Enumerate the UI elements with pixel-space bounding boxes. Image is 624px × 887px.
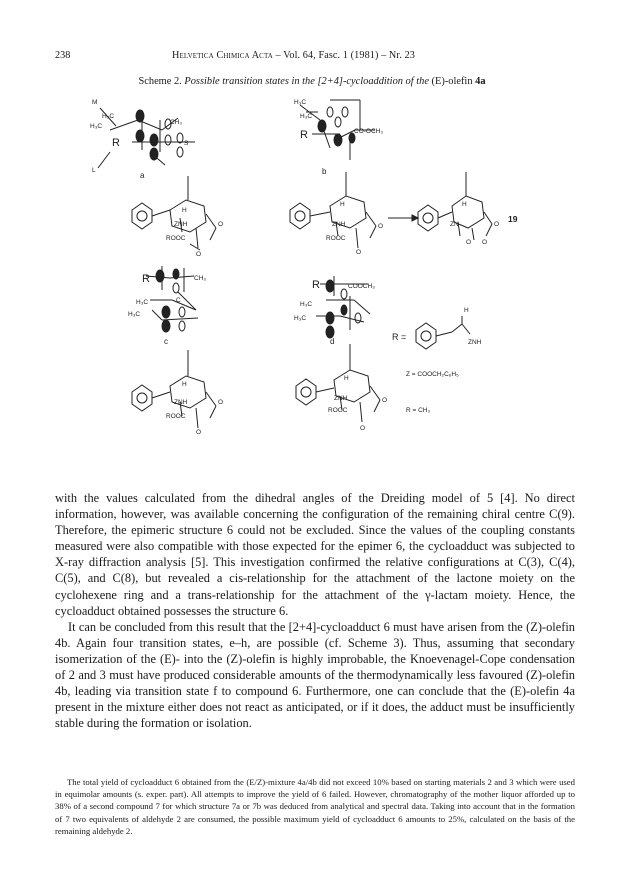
label-L: L — [92, 167, 96, 174]
transition-state-c — [146, 266, 198, 332]
label-o-1a: O — [218, 221, 224, 228]
label-R-a: R — [112, 137, 120, 149]
label-d: d — [330, 337, 335, 346]
label-c-atom: C — [176, 297, 181, 304]
volume-info: – Vol. 64, Fasc. 1 (1981) – Nr. 23 — [275, 50, 415, 61]
label-h-3b: H — [344, 375, 349, 382]
legend-r-equals: R = — [392, 332, 407, 342]
label-h3c-d1: H₃C — [300, 301, 313, 308]
label-rooc-1a: ROOC — [166, 235, 186, 242]
page-number: 238 — [55, 50, 71, 61]
label-h3c-b1: H₃C — [294, 99, 307, 106]
label-o2-3b: O — [360, 425, 366, 432]
label-cooch3-d: COOCH₃ — [348, 283, 375, 290]
label-o-3a: O — [218, 399, 224, 406]
label-h-1a: H — [182, 207, 187, 214]
label-o2-1b: O — [356, 249, 362, 256]
label-h-19: H — [462, 201, 467, 208]
footnote — [55, 776, 575, 837]
label-R-d: R — [312, 279, 320, 291]
label-b: b — [322, 167, 327, 176]
footnote-text: The total yield of cycloadduct 6 obtained from the (E/Z)-mixture 4a/4b did not exceed 10% based on starting materials 2 and 3 which were used in equimolar amounts (s. exper. part). All attempts to improve the yield of 6 failed. However, chromatography of the mother liquor afforded up to 38% of a second compound 7 for which structure 7a or 7b was deduced from analytical and spectral data. Taking into account that in the formation of 7 two equivalents of aldehyde 2 are consumed, the possible maximum yield of cycloadduct 6 amounts to 25%, calculated on the basis of the remaining aldehyde 2. — [55, 777, 575, 836]
label-znh-3a: ZNH — [174, 399, 188, 406]
label-h-1b: H — [340, 201, 345, 208]
label-S: S — [184, 140, 189, 147]
label-o-3b: O — [382, 397, 388, 404]
label-h3c-a1: H₃C — [102, 113, 115, 120]
reaction-arrow — [388, 215, 418, 221]
label-co-och3-b: CO-OCH₃ — [354, 128, 384, 135]
caption-lead: Scheme 2. — [138, 76, 182, 87]
label-rooc-3a: ROOC — [166, 413, 186, 420]
label-h3c-d2: H₃C — [294, 315, 307, 322]
label-znh-1a: ZNH — [174, 221, 188, 228]
label-M: M — [92, 99, 98, 106]
paragraph-2: It can be concluded from this result that the [2+4]-cycloadduct 6 must have arisen from the (Z)-olefin 4b. Again four transition states, e–h, are possible (cf. Scheme 3). Thus, assuming that secondary isomerization of the (E)- into the (Z)-olefin is highly improbable, the Knoevenagel-Cope condensation of 2 and 3 must have produced considerable amounts of the thermodynamically less favoured (Z)-olefin 4b, leading via transition state f to compound 6. Furthermore, one can conclude that the (E)-olefin 4a present in the mixture either does not react as anticipated, or if it does, the adduct must be insufficiently stable during the formation or isolation. — [55, 619, 575, 731]
caption-compound: 4a — [475, 76, 486, 87]
label-zn-19: ZN — [450, 221, 459, 228]
label-c: c — [164, 337, 168, 346]
product-structure-19 — [418, 172, 492, 240]
caption-italic: Possible transition states in the [2+4]-cycloaddition of the — [184, 76, 429, 87]
paragraph-1: with the values calculated from the dihedral angles of the Dreiding model of 5 [4]. No direct information, however, was available concerning the configuration of the remaining chiral centre C(9). Therefore, the epimeric structure 6 could not be excluded. Since the values of the coupling constants measured were also compatible with those expected for the epimer 6, the cycloadduct was subjected to X-ray diffraction analysis [5]. This investigation confirmed the relative configurations at C(3), C(4), C(5), and C(8), but revealed a cis-relationship for the attachment of the lactone moiety on the cyclohexene ring and a trans-relationship for the attachment of the γ-lactam moiety. Hence, the cycloadduct obtained possesses the structure 6. — [55, 491, 575, 618]
label-znh-3b: ZNH — [334, 395, 348, 402]
caption-tail: (E)-olefin — [431, 76, 473, 87]
label-o2-19: O — [466, 239, 472, 246]
label-znh-1b: ZNH — [332, 221, 346, 228]
legend-z-def: Z = COOCH₂C₆H₅ — [406, 371, 459, 378]
label-h-3a: H — [182, 381, 187, 388]
label-ch3-c: CH₃ — [194, 275, 207, 282]
label-o2-1a: O — [196, 251, 202, 258]
label-h3c-b2: H₃C — [300, 113, 313, 120]
label-o-1b: O — [378, 223, 384, 230]
body-text — [55, 490, 575, 731]
label-h-r: H — [464, 307, 469, 314]
label-compound-19: 19 — [508, 214, 518, 224]
journal-name: Helvetica Chimica Acta — [172, 50, 273, 61]
label-h3c-c2: H₃C — [128, 311, 141, 318]
r-substituent-structure — [416, 316, 470, 349]
label-ch3-a: CH₃ — [170, 119, 183, 126]
label-R-b: R — [300, 129, 308, 141]
label-h3c-c1: H₃C — [136, 299, 149, 306]
label-a: a — [140, 171, 145, 180]
label-R-c: R — [142, 273, 150, 285]
label-o-19: O — [494, 221, 500, 228]
label-o2-3a: O — [196, 429, 202, 436]
legend-r-def: R = CH₃ — [406, 407, 431, 414]
label-znh-r: ZNH — [468, 339, 482, 346]
label-rooc-3b: ROOC — [328, 407, 348, 414]
label-o3-19: O — [482, 239, 488, 246]
label-rooc-1b: ROOC — [326, 235, 346, 242]
label-h3c-a2: H₃C — [90, 123, 103, 130]
